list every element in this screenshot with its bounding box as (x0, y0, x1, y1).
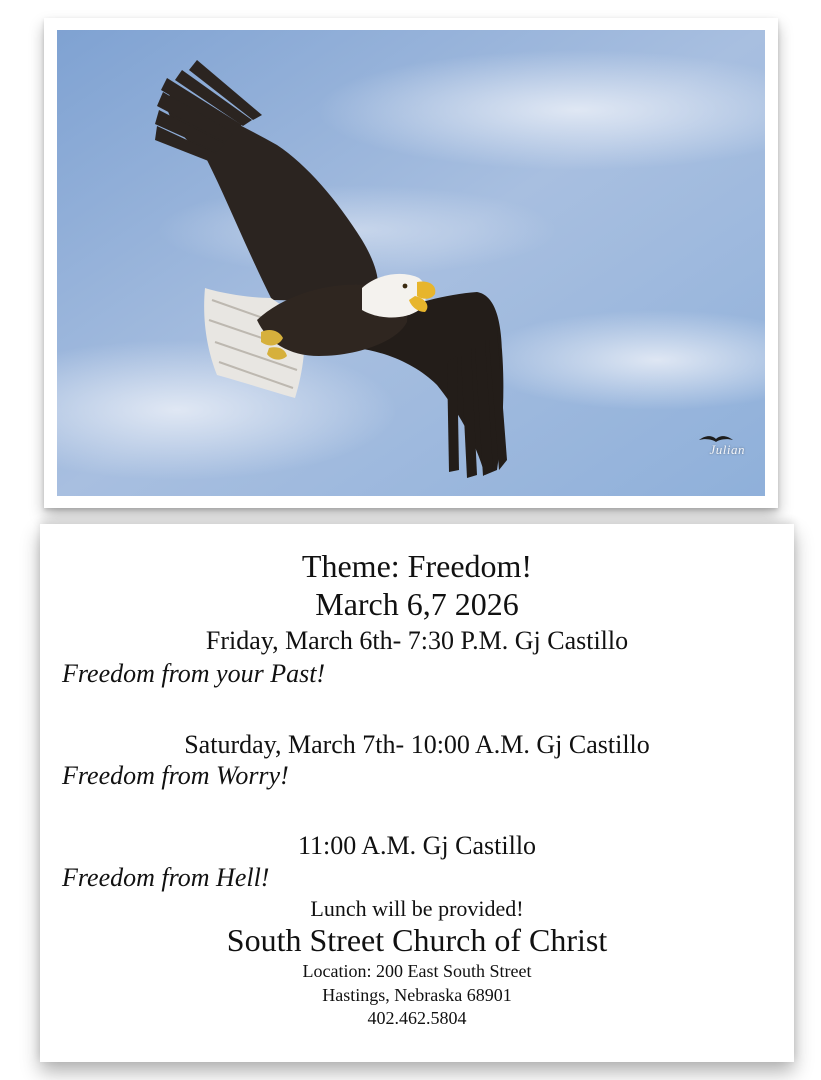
church-name: South Street Church of Christ (226, 922, 608, 958)
event-dates: March 6,7 2026 (315, 586, 519, 622)
photo-signature: Julian (709, 442, 745, 457)
eleven-am-topic: Freedom from Hell! (62, 863, 270, 892)
church-location: Location: 200 East South Street (302, 961, 532, 981)
friday-session: Friday, March 6th- 7:30 P.M. Gj Castillo (205, 626, 629, 655)
eagle-photo-card (44, 18, 778, 508)
eagle-illustration (57, 30, 765, 496)
friday-topic: Freedom from your Past! (62, 659, 326, 688)
event-theme: Theme: Freedom! (301, 548, 533, 584)
lunch-note: Lunch will be provided! (310, 896, 524, 921)
saturday-topic: Freedom from Worry! (62, 761, 289, 790)
eagle-photo (57, 30, 765, 496)
saturday-session: Saturday, March 7th- 10:00 A.M. Gj Castillo (184, 730, 650, 759)
church-city: Hastings, Nebraska 68901 (322, 985, 512, 1005)
event-details-card (40, 524, 794, 1062)
church-phone: 402.462.5804 (367, 1008, 467, 1028)
eleven-am-session: 11:00 A.M. Gj Castillo (297, 831, 537, 860)
